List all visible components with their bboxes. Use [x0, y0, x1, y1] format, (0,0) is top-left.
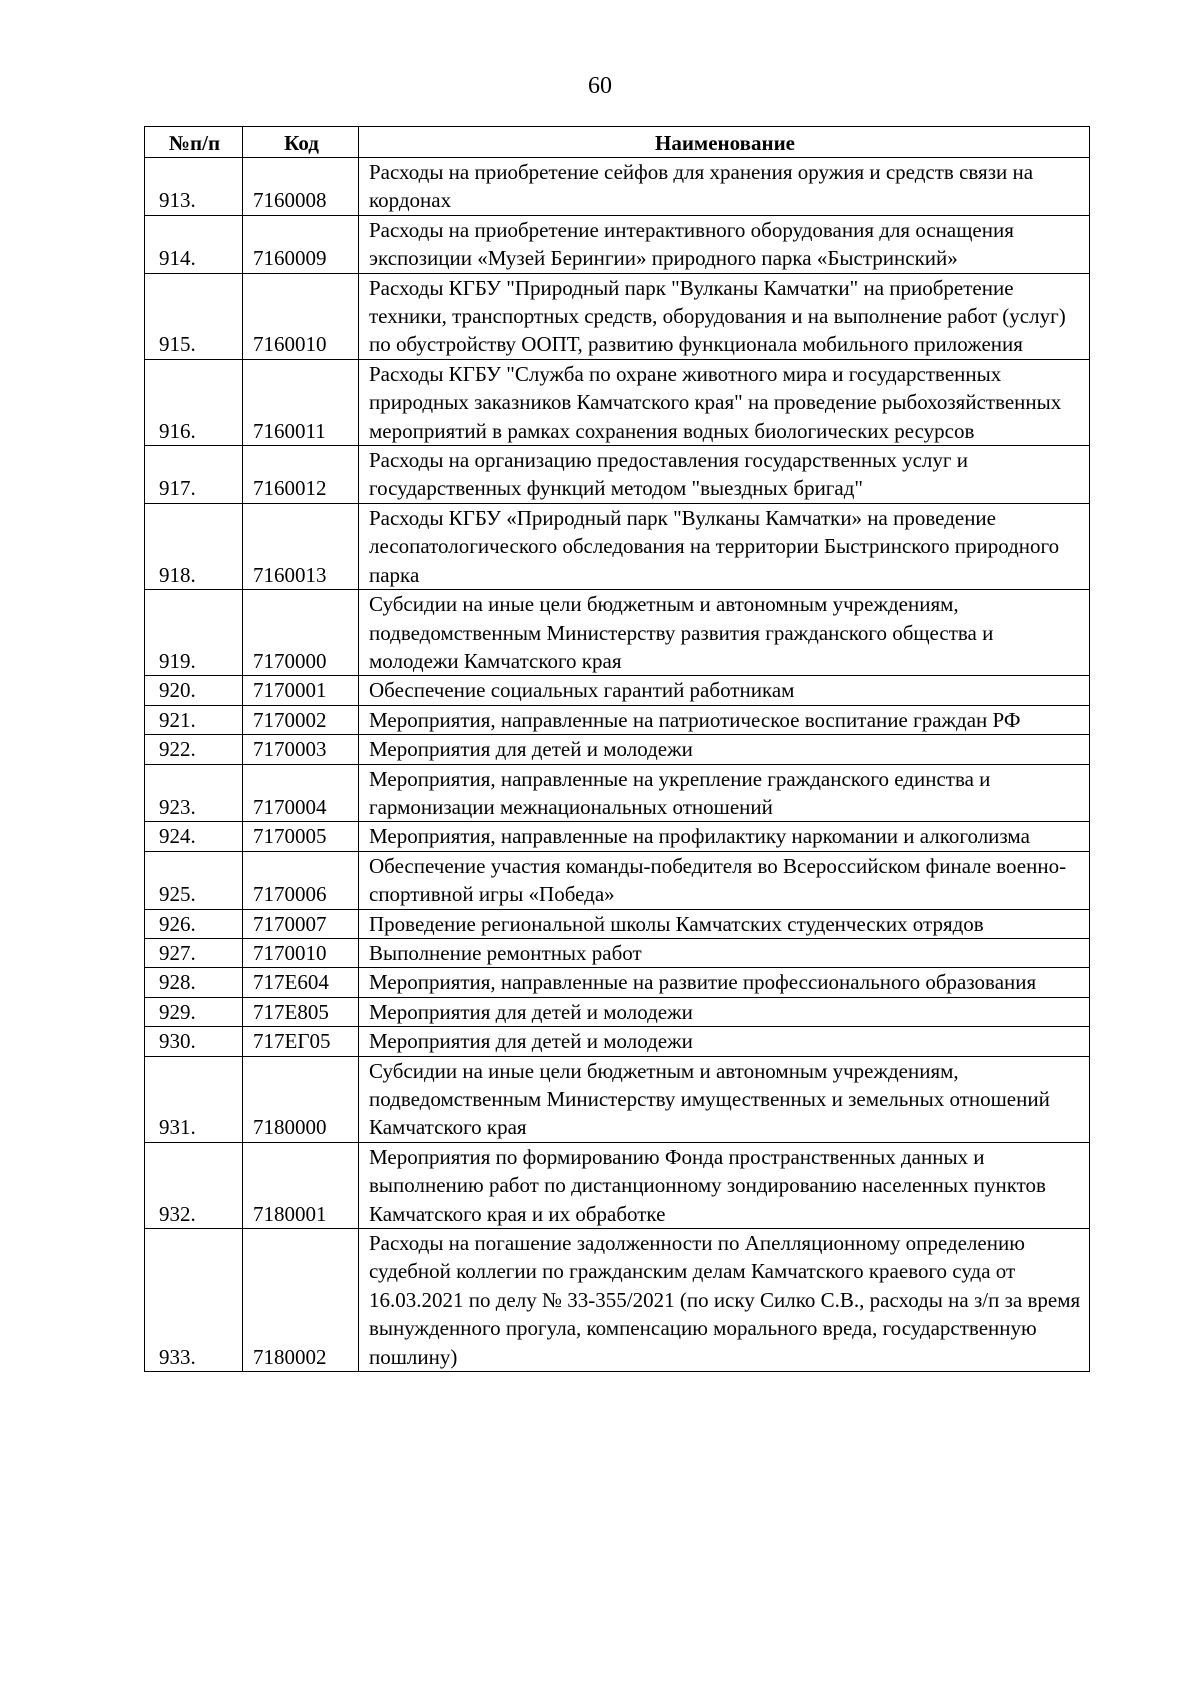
header-number: №п/п — [145, 127, 243, 158]
row-number-cell: 920. — [145, 676, 243, 705]
row-number-cell: 914. — [145, 215, 243, 273]
row-name-cell: Мероприятия для детей и молодежи — [359, 735, 1090, 764]
row-number-cell: 933. — [145, 1229, 243, 1372]
row-code-cell: 7170003 — [243, 735, 359, 764]
row-code-cell: 7160010 — [243, 273, 359, 359]
row-number-cell: 930. — [145, 1027, 243, 1056]
header-name: Наименование — [359, 127, 1090, 158]
row-number-cell: 929. — [145, 997, 243, 1026]
table-row — [145, 676, 1090, 705]
table-row — [145, 735, 1090, 764]
row-number-cell: 916. — [145, 359, 243, 445]
row-code-cell: 7170001 — [243, 676, 359, 705]
row-name-cell: Субсидии на иные цели бюджетным и автономным учреждениям, подведомственным Министерству имущественных и земельных отношений Камчатского края — [359, 1056, 1090, 1142]
table-header-row — [145, 127, 1090, 158]
table-row — [145, 590, 1090, 676]
table-row — [145, 215, 1090, 273]
table-row — [145, 503, 1090, 589]
row-name-cell: Мероприятия для детей и молодежи — [359, 997, 1090, 1026]
row-code-cell: 7180002 — [243, 1229, 359, 1372]
row-name-cell: Выполнение ремонтных работ — [359, 938, 1090, 967]
row-name-cell: Расходы на приобретение сейфов для хранения оружия и средств связи на кордонах — [359, 158, 1090, 216]
row-code-cell: 7160008 — [243, 158, 359, 216]
row-code-cell: 7160011 — [243, 359, 359, 445]
table-row — [145, 997, 1090, 1026]
table-row — [145, 822, 1090, 851]
row-code-cell: 7180000 — [243, 1056, 359, 1142]
table-row — [145, 359, 1090, 445]
row-name-cell: Расходы КГБУ «Природный парк "Вулканы Камчатки» на проведение лесопатологического обследования на территории Быстринского природного парка — [359, 503, 1090, 589]
row-number-cell: 925. — [145, 851, 243, 909]
row-number-cell: 923. — [145, 764, 243, 822]
row-code-cell: 7170002 — [243, 705, 359, 734]
row-code-cell: 7180001 — [243, 1142, 359, 1228]
row-name-cell: Мероприятия для детей и молодежи — [359, 1027, 1090, 1056]
row-code-cell: 7170000 — [243, 590, 359, 676]
row-name-cell: Расходы КГБУ "Служба по охране животного мира и государственных природных заказников Камчатского края" на проведение рыбохозяйственных мероприятий в рамках сохранения водных биологических ресурсов — [359, 359, 1090, 445]
table-row — [145, 764, 1090, 822]
row-code-cell: 7170006 — [243, 851, 359, 909]
row-name-cell: Обеспечение социальных гарантий работникам — [359, 676, 1090, 705]
row-code-cell: 7160009 — [243, 215, 359, 273]
row-name-cell: Мероприятия, направленные на патриотическое воспитание граждан РФ — [359, 705, 1090, 734]
table-row — [145, 273, 1090, 359]
row-code-cell: 7170005 — [243, 822, 359, 851]
row-number-cell: 932. — [145, 1142, 243, 1228]
table-row — [145, 705, 1090, 734]
row-code-cell: 717E805 — [243, 997, 359, 1026]
row-name-cell: Мероприятия, направленные на укрепление гражданского единства и гармонизации межнациональных отношений — [359, 764, 1090, 822]
row-code-cell: 7170004 — [243, 764, 359, 822]
row-name-cell: Расходы на погашение задолженности по Апелляционному определению судебной коллегии по гражданским делам Камчатского краевого суда от 16.03.2021 по делу № 33-355/2021 (по иску Силко С.В., расходы на з/п за время вынужденного прогула, компенсацию морального вреда, государственную пошлину) — [359, 1229, 1090, 1372]
budget-codes-table — [144, 126, 1090, 1372]
table-row — [145, 968, 1090, 997]
row-code-cell: 717EГ05 — [243, 1027, 359, 1056]
row-number-cell: 922. — [145, 735, 243, 764]
table-row — [145, 909, 1090, 938]
row-number-cell: 927. — [145, 938, 243, 967]
row-code-cell: 7160012 — [243, 446, 359, 504]
table-row — [145, 1056, 1090, 1142]
row-name-cell: Проведение региональной школы Камчатских студенческих отрядов — [359, 909, 1090, 938]
table-row — [145, 938, 1090, 967]
row-number-cell: 924. — [145, 822, 243, 851]
row-number-cell: 918. — [145, 503, 243, 589]
row-number-cell: 926. — [145, 909, 243, 938]
row-name-cell: Расходы на организацию предоставления государственных услуг и государственных функций методом "выездных бригад" — [359, 446, 1090, 504]
row-name-cell: Субсидии на иные цели бюджетным и автономным учреждениям, подведомственным Министерству развития гражданского общества и молодежи Камчатского края — [359, 590, 1090, 676]
row-name-cell: Расходы на приобретение интерактивного оборудования для оснащения экспозиции «Музей Берингии» природного парка «Быстринский» — [359, 215, 1090, 273]
table-row — [145, 446, 1090, 504]
row-name-cell: Мероприятия, направленные на профилактику наркомании и алкоголизма — [359, 822, 1090, 851]
row-name-cell: Мероприятия по формированию Фонда пространственных данных и выполнению работ по дистанционному зондированию населенных пунктов Камчатского края и их обработке — [359, 1142, 1090, 1228]
table-row — [145, 851, 1090, 909]
row-number-cell: 915. — [145, 273, 243, 359]
header-code: Код — [243, 127, 359, 158]
row-name-cell: Расходы КГБУ "Природный парк "Вулканы Камчатки" на приобретение техники, транспортных средств, оборудования и на выполнение работ (услуг) по обустройству ООПТ, развитию функционала мобильного приложения — [359, 273, 1090, 359]
row-number-cell: 913. — [145, 158, 243, 216]
table-row — [145, 1229, 1090, 1372]
row-number-cell: 917. — [145, 446, 243, 504]
page-number: 60 — [588, 73, 612, 99]
row-number-cell: 928. — [145, 968, 243, 997]
row-code-cell: 7170010 — [243, 938, 359, 967]
table-row — [145, 1027, 1090, 1056]
table-row — [145, 1142, 1090, 1228]
row-number-cell: 931. — [145, 1056, 243, 1142]
row-number-cell: 921. — [145, 705, 243, 734]
table-row — [145, 158, 1090, 216]
row-code-cell: 7170007 — [243, 909, 359, 938]
row-name-cell: Обеспечение участия команды-победителя во Всероссийском финале военно-спортивной игры «Победа» — [359, 851, 1090, 909]
row-code-cell: 7160013 — [243, 503, 359, 589]
row-code-cell: 717E604 — [243, 968, 359, 997]
row-number-cell: 919. — [145, 590, 243, 676]
row-name-cell: Мероприятия, направленные на развитие профессионального образования — [359, 968, 1090, 997]
